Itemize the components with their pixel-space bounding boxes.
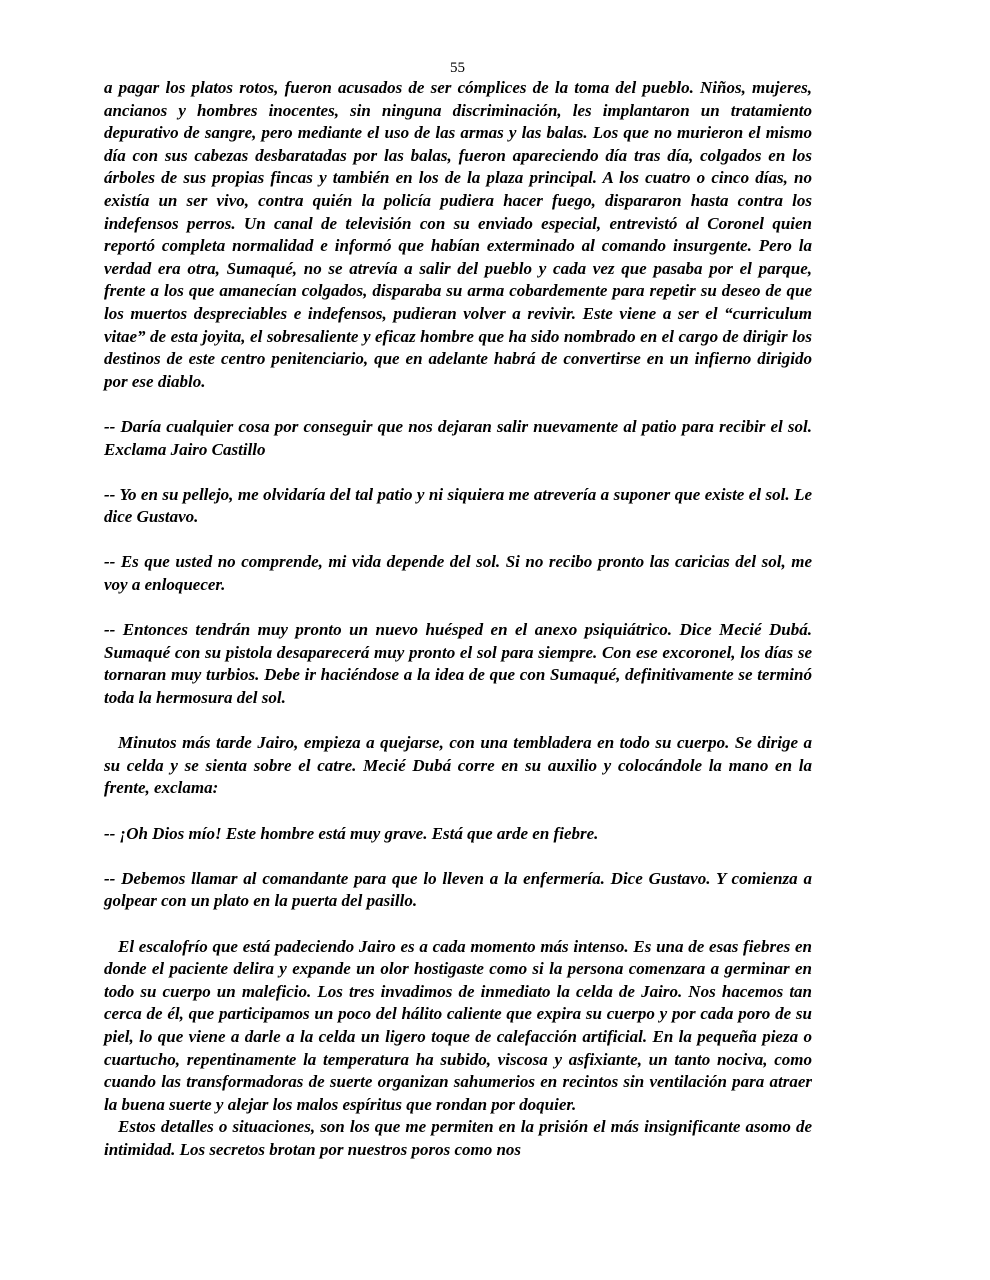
paragraph: Estos detalles o situaciones, son los que me permiten en la prisión el más insignificante asomo de intimidad. Los secretos brotan por nuestros poros como nos [104, 1117, 812, 1159]
paragraph: Minutos más tarde Jairo, empieza a quejarse, con una tembladera en todo su cuerpo. Se dirige a su celda y se sienta sobre el catre. Mecié Dubá corre en su auxilio y colocándole la mano en la frente, exclama: [104, 733, 812, 798]
dialogue-paragraph: -- Yo en su pellejo, me olvidaría del tal patio y ni siquiera me atrevería a suponer que existe el sol. Le dice Gustavo. [104, 484, 812, 527]
paragraph: El escalofrío que está padeciendo Jairo es a cada momento más intenso. Es una de esas fiebres en donde el paciente delira y expande un olor hostigaste como si la persona comenzara a germinar en todo su cuerpo un maleficio. Los tres invadimos de inmediato la celda de Jairo. Nos hacemos tan cerca de él, que participamos un poco del hálito caliente que expira su cuerpo y por cada poro de su piel, lo que viene a darle a la celda un ligero toque de calefacción artificial. En la pequeña pieza o cuartucho, repentinamente la temperatura ha subido, viscosa y asfixiante, un tanto nociva, como cuando las transformadoras de suerte organizan sahumerios en recintos sin ventilación para atraer la buena suerte y alejar los malos espíritus que rondan por doquier. [104, 936, 812, 1114]
dialogue-paragraph: -- Debemos llamar al comandante para que lo lleven a la enfermería. Dice Gustavo. Y comienza a golpear con un plato en la puerta del pasillo. [104, 868, 812, 911]
page-number: 55 [450, 60, 465, 76]
dialogue-paragraph: -- ¡Oh Dios mío! Este hombre está muy grave. Está que arde en fiebre. [104, 823, 599, 843]
body-text [104, 77, 812, 1162]
paragraph: a pagar los platos rotos, fueron acusados de ser cómplices de la toma del pueblo. Niños, mujeres, ancianos y hombres inocentes, sin ninguna discriminación, les implantaron un tratamiento depurativo de sangre, pero mediante el uso de las armas y las balas. Los que no murieron el mismo día con sus cabezas desbaratadas por las balas, fueron apareciendo día tras día, colgados en los árboles de sus propias fincas y también en los de la plaza principal. A los cuatro o cinco días, no existía un ser vivo, contra quién la policía pudiera hacer fuego, dispararon hasta contra los indefensos perros. Un canal de televisión con su enviado especial, entrevistó al Coronel quien reportó completa normalidad e informó que habían exterminado al comando insurgente. Pero la verdad era otra, Sumaqué, no se atrevía a salir del pueblo y cada vez que pasaba por el parque, frente a los que amanecían colgados, disparaba su arma cobardemente para repetir su deseo de que los muertos despreciables e indefensos, pudieran volver a revivir. Este viene a ser el “curriculum vitae” de esta joyita, el sobresaliente y eficaz hombre que ha sido nombrado en el cargo de dirigir los destinos de este centro penitenciario, que en adelante habrá de convertirse en un infierno dirigido por ese diablo. [104, 78, 812, 391]
dialogue-paragraph: -- Entonces tendrán muy pronto un nuevo huésped en el anexo psiquiátrico. Dice Mecié Dubá. Sumaqué con su pistola desaparecerá muy pronto el sol para siempre. Con ese excoronel, los días se tornaran muy turbios. Debe ir haciéndose a la idea de que con Sumaqué, definitivamente se terminó toda la hermosura del sol. [104, 620, 812, 708]
dialogue-paragraph: -- Daría cualquier cosa por conseguir que nos dejaran salir nuevamente al patio para recibir el sol. Exclama Jairo Castillo [104, 416, 812, 459]
dialogue-paragraph: -- Es que usted no comprende, mi vida depende del sol. Si no recibo pronto las caricias del sol, me voy a enloquecer. [104, 552, 812, 595]
